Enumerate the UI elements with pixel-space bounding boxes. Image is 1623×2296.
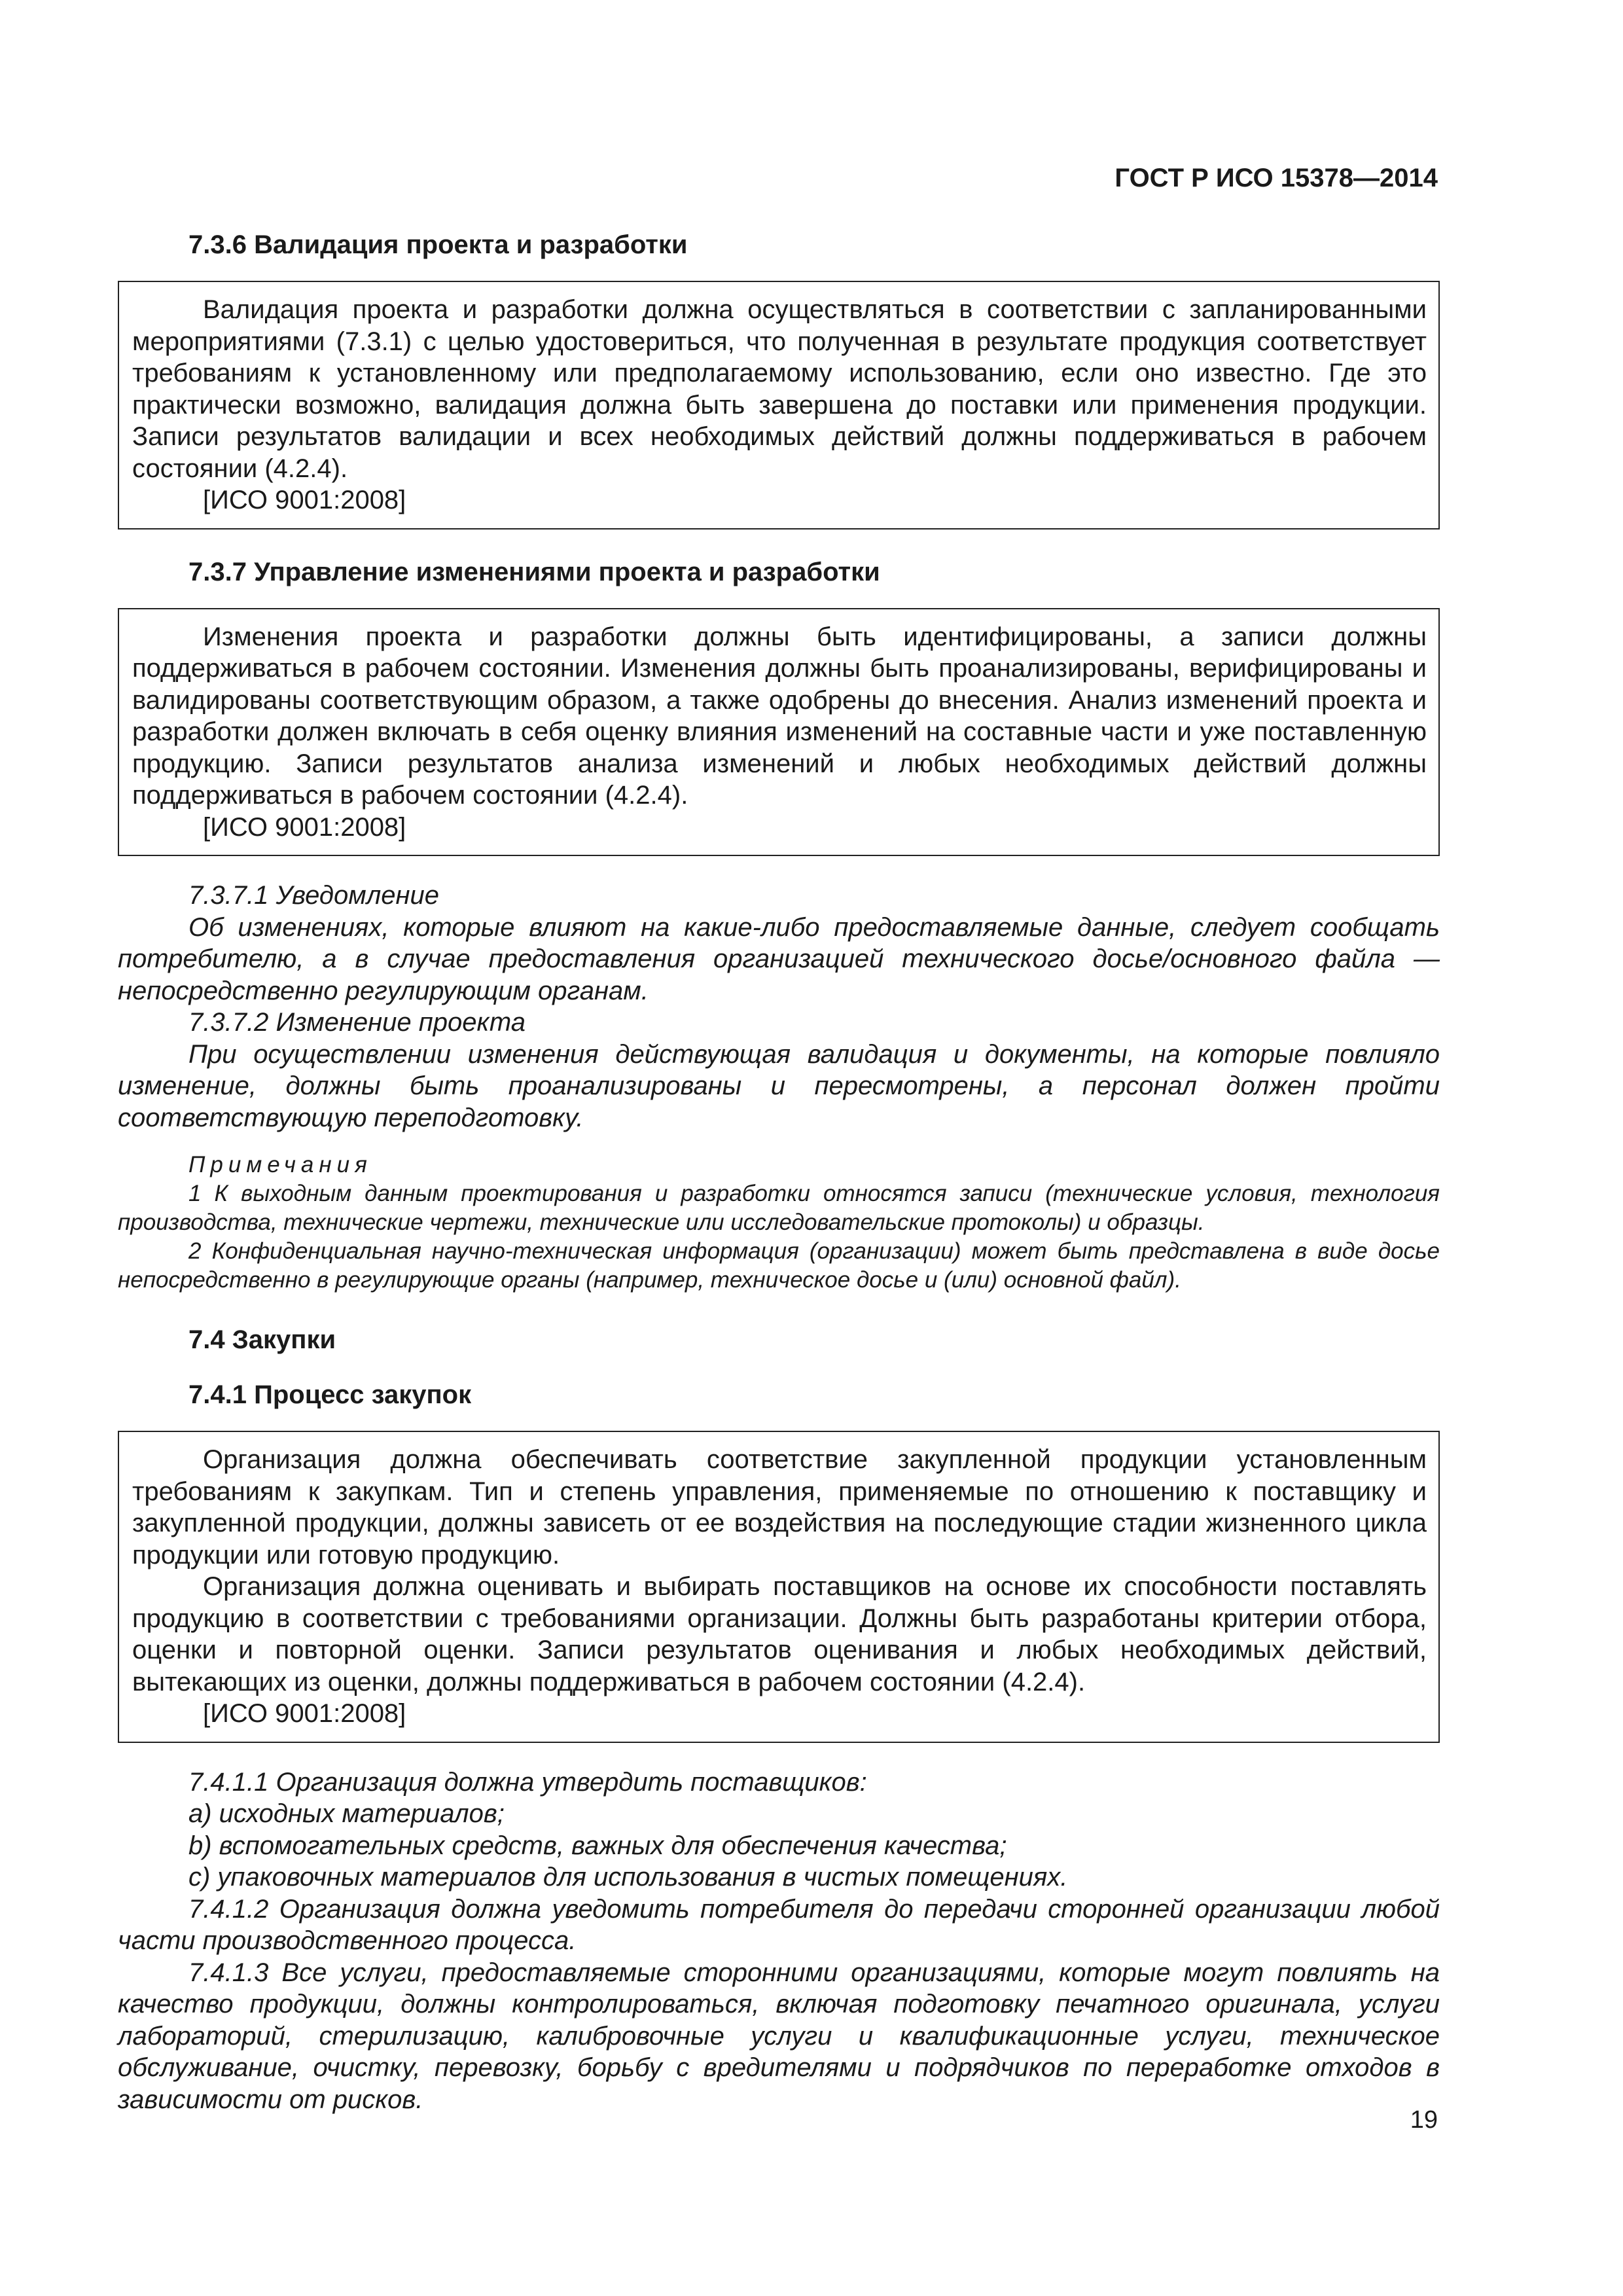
page-content (118, 226, 1440, 2115)
heading-7-3-7: 7.3.7 Управление изменениями проекта и разработки (188, 557, 880, 586)
quote-box-7-3-7 (118, 608, 1440, 857)
quote-paragraph: Изменения проекта и разработки должны быть идентифицированы, а записи должны поддерживаться в рабочем состоянии. Изменения должны быть проанализированы, верифицированы и валидированы соответствующим образом, а также одобрены до внесения. Анализ изменений проекта и разработки должен включать в себя оценку влияния изменений на составные части и уже поставленную продукцию. Записи результатов анализа изменений и любых необходимых действий должны поддерживаться в рабочем состоянии (4.2.4). (132, 622, 1427, 810)
clause-text-7-3-7-1: Об изменениях, которые влияют на какие-либо предоставляемые данные, следует сообщать потребителю, а в случае предоставления организацией технического досье/основного файла — непосредственно регулирующим органам. (118, 912, 1440, 1005)
notes-block (118, 1151, 1440, 1295)
heading-7-3-6: 7.3.6 Валидация проекта и разработки (188, 230, 688, 259)
heading-7-4-1: 7.4.1 Процесс закупок (188, 1380, 472, 1409)
document-code: ГОСТ Р ИСО 15378—2014 (1115, 164, 1438, 192)
quote-reference: [ИСО 9001:2008] (203, 486, 406, 514)
notes-title: Примечания (188, 1152, 372, 1177)
list-item-b: b) вспомогательных средств, важных для обеспечения качества; (188, 1831, 1007, 1860)
clause-7-4-1-3: 7.4.1.3 Все услуги, предоставляемые сторонними организациями, которые могут повлиять на качество продукции, должны контролироваться, включая подготовку печатного оригинала, услуги лабораторий, стерилизацию, калибровочные услуги и квалификационные услуги, техническое обслуживание, очистку, перевозку, борьбу с вредителями и подрядчиков по переработке отходов в зависимости от рисков. (118, 1958, 1440, 2114)
list-item-a: a) исходных материалов; (188, 1799, 505, 1828)
quote-box-7-4-1 (118, 1431, 1440, 1743)
clause-text-7-3-7-2: При осуществлении изменения действующая валидация и документы, на которые повлияло изменение, должны быть проанализированы и пересмотрены, а персонал должен пройти соответствующую переподготовку. (118, 1039, 1440, 1132)
quote-paragraph: Организация должна оценивать и выбирать поставщиков на основе их способности поставлять продукцию в соответствии с требованиями организации. Должны быть разработаны критерии отбора, оценки и повторной оценки. Записи результатов оценивания и любых необходимых действий, вытекающих из оценки, должны поддерживаться в рабочем состоянии (4.2.4). (132, 1572, 1427, 1696)
quote-box-7-3-6 (118, 281, 1440, 529)
list-item-c: c) упаковочных материалов для использования в чистых помещениях. (188, 1863, 1068, 1892)
clause-title-7-3-7-2: 7.3.7.2 Изменение проекта (188, 1008, 526, 1037)
note-item: 1 К выходным данным проектирования и разработки относятся записи (технические условия, технология производства, технические чертежи, технические или исследовательские протоколы) и образцы. (118, 1181, 1440, 1235)
quote-reference: [ИСО 9001:2008] (203, 1699, 406, 1728)
clause-7-4-1-2: 7.4.1.2 Организация должна уведомить потребителя до передачи сторонней организации любой части производственного процесса. (118, 1894, 1440, 1955)
page-number: 19 (1410, 2106, 1438, 2134)
clause-7-4-1-1: 7.4.1.1 Организация должна утвердить поставщиков: (188, 1767, 867, 1797)
clause-title-7-3-7-1: 7.3.7.1 Уведомление (188, 881, 440, 910)
quote-reference: [ИСО 9001:2008] (203, 812, 406, 842)
quote-paragraph: Организация должна обеспечивать соответствие закупленной продукции установленным требованиям к закупкам. Тип и степень управления, применяемые по отношению к поставщику и закупленной продукции, должны зависеть от ее воздействия на последующие стадии жизненного цикла продукции или готовую продукцию. (132, 1445, 1427, 1570)
heading-7-4: 7.4 Закупки (188, 1325, 336, 1354)
quote-paragraph: Валидация проекта и разработки должна осуществляться в соответствии с запланированными мероприятиями (7.3.1) с целью удостовериться, что полученная в результате продукция соответствует требованиям к установленному или предполагаемому использованию, если оно известно. Где это практически возможно, валидация должна быть завершена до поставки или применения продукции. Записи результатов валидации и всех необходимых действий должны поддерживаться в рабочем состоянии (4.2.4). (132, 295, 1427, 483)
note-item: 2 Конфиденциальная научно-техническая информация (организации) может быть представлена в виде досье непосредственно в регулирующие органы (например, техническое досье и (или) основной файл). (118, 1238, 1440, 1293)
